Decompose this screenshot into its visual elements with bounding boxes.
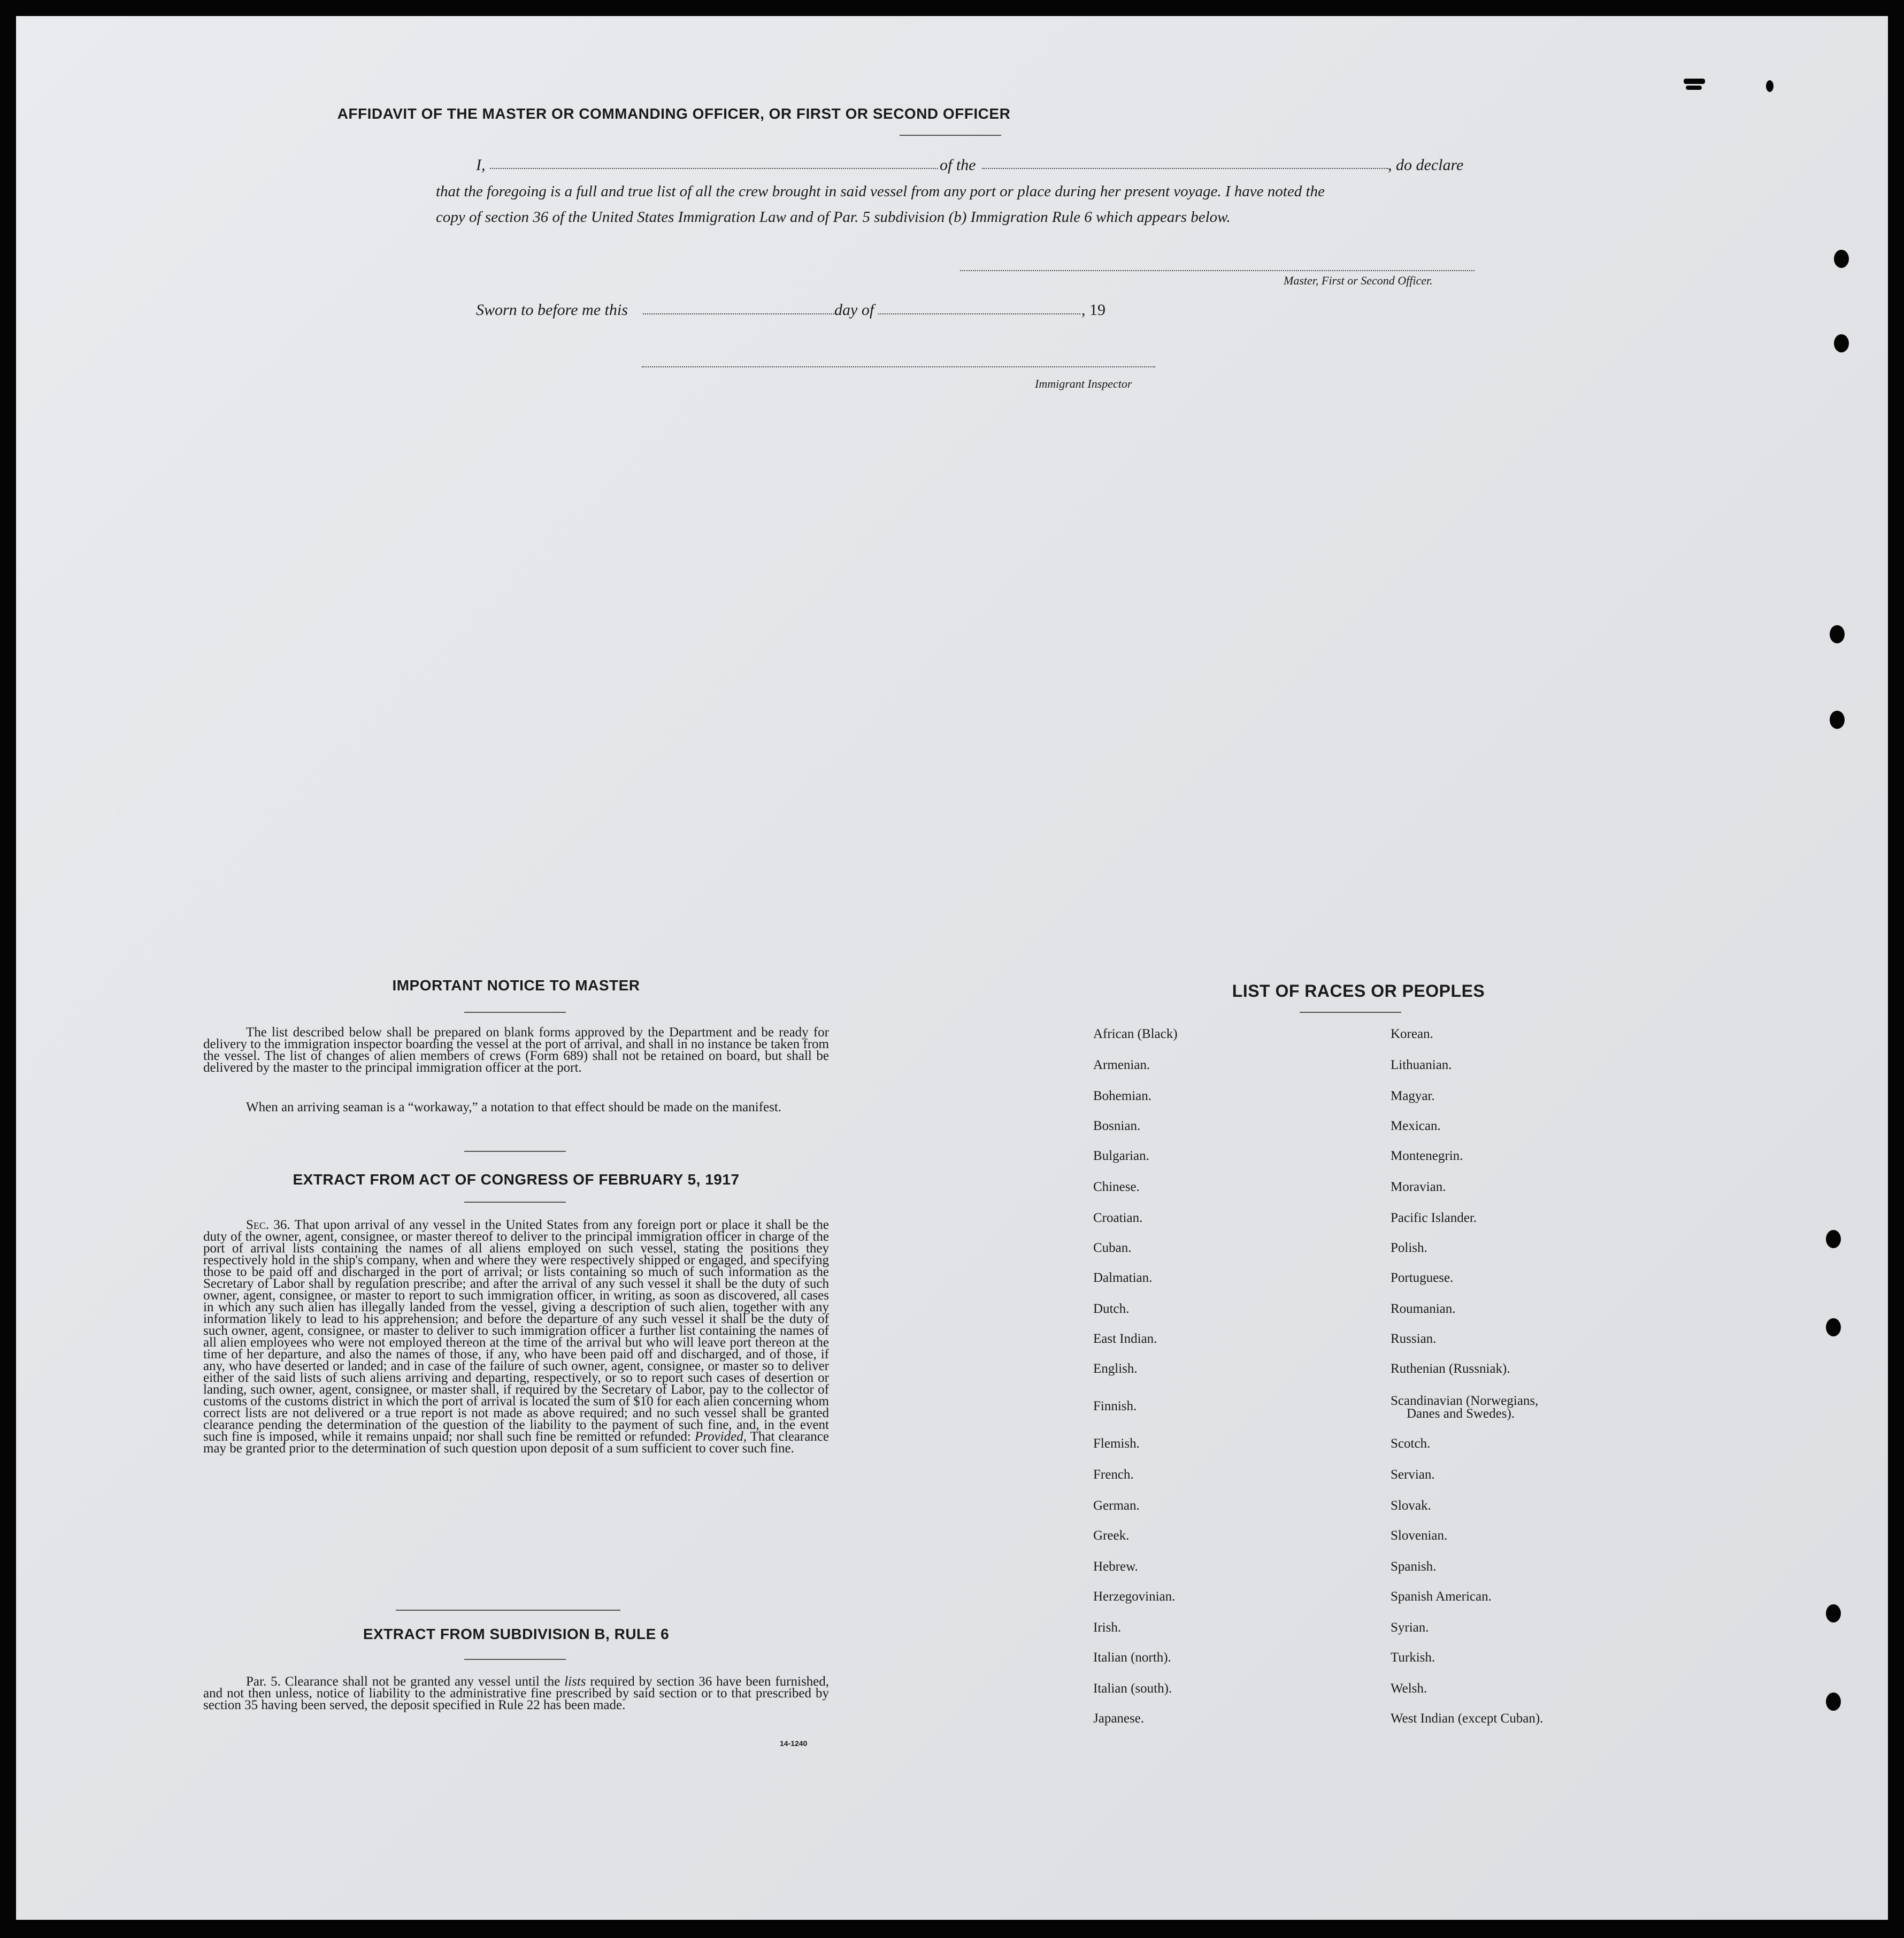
race-item: Flemish. [1093, 1436, 1140, 1451]
race-item: Moravian. [1391, 1180, 1446, 1194]
handwritten-mark [1684, 79, 1705, 84]
divider [1300, 1012, 1401, 1013]
punch-hole [1834, 250, 1849, 268]
affidavit-title: AFFIDAVIT OF THE MASTER OR COMMANDING OFFICER, OR FIRST OR SECOND OFFICER [337, 105, 1011, 122]
race-item: Armenian. [1093, 1058, 1150, 1072]
rule-text-a: Par. 5. Clearance shall not be granted any vessel until the [246, 1674, 561, 1689]
affidavit-line3: copy of section 36 of the United States Immigration Law and of Par. 5 subdivision (b) Immigration Rule 6 which appears below. [436, 209, 1231, 226]
punch-hole [1826, 1318, 1841, 1336]
race-item: Japanese. [1093, 1711, 1145, 1726]
race-item: German. [1093, 1498, 1140, 1513]
rule-text-b: required by section 36 have been furnished, and not then unless, notice of liability to the administrative fine prescribed by said section or to that prescribed by section 35 having been served, the deposit specified in Rule 22 has been made. [203, 1674, 830, 1712]
race-item: Bosnian. [1093, 1119, 1141, 1133]
race-item: Croatian. [1093, 1211, 1143, 1225]
affidavit-line1-of-the: of the [940, 156, 976, 174]
race-item: Scandinavian (Norwegians, [1391, 1394, 1539, 1408]
sworn-day-of: day of [834, 301, 874, 319]
race-item: Polish. [1391, 1241, 1427, 1255]
race-item: French. [1093, 1467, 1134, 1482]
affidavit-line1-declare: , do declare [1388, 156, 1464, 174]
divider [464, 1202, 566, 1203]
sec-label: Sec. 36. [246, 1218, 290, 1232]
sworn-month-blank [878, 313, 1080, 314]
race-item: Hebrew. [1093, 1559, 1138, 1574]
race-item: Irish. [1093, 1620, 1122, 1635]
affidavit-line1-i: I, [476, 156, 486, 174]
race-item: Italian (north). [1093, 1650, 1171, 1665]
divider [396, 1610, 620, 1611]
race-item: Syrian. [1391, 1620, 1429, 1635]
punch-hole [1826, 1230, 1841, 1248]
punch-hole [1826, 1693, 1841, 1711]
divider [464, 1659, 566, 1660]
race-item: Spanish. [1391, 1559, 1437, 1574]
divider [464, 1012, 566, 1013]
lists-word: lists [564, 1674, 586, 1689]
race-item: East Indian. [1093, 1332, 1157, 1346]
sworn-prefix: Sworn to before me this [476, 301, 628, 319]
inspector-blank [642, 366, 1155, 367]
form-number: 14-1240 [780, 1739, 808, 1748]
race-item: Chinese. [1093, 1180, 1140, 1194]
sec-text-end: That clearance may be granted prior to the determination of such question upon deposit of a sum sufficient to cover such fine. [203, 1429, 829, 1456]
signature-label: Master, First or Second Officer. [1284, 274, 1433, 287]
vessel-blank [982, 168, 1388, 169]
affidavit-line2: that the foregoing is a full and true list of all the crew brought in said vessel from any port or place during her present voyage. I have noted the [436, 183, 1325, 200]
race-item: Slovenian. [1391, 1528, 1448, 1543]
race-item: Pacific Islander. [1391, 1211, 1477, 1225]
punch-hole [1830, 711, 1845, 729]
races-title: LIST OF RACES OR PEOPLES [1232, 981, 1485, 1001]
punch-hole [1830, 625, 1845, 643]
race-item: Ruthenian (Russniak). [1391, 1362, 1510, 1376]
extract-act-text [203, 1219, 829, 1455]
race-item: Dalmatian. [1093, 1271, 1153, 1285]
race-item: Roumanian. [1391, 1302, 1456, 1316]
handwritten-mark [1766, 80, 1774, 92]
race-item: Italian (south). [1093, 1681, 1172, 1696]
race-item: Scotch. [1391, 1436, 1431, 1451]
race-item: Mexican. [1391, 1119, 1441, 1133]
race-item: Bohemian. [1093, 1089, 1152, 1103]
race-item: Dutch. [1093, 1302, 1130, 1316]
race-item: African (Black) [1093, 1027, 1178, 1041]
handwritten-mark [1686, 86, 1702, 90]
race-item: Slovak. [1391, 1498, 1431, 1513]
race-item: Lithuanian. [1391, 1058, 1452, 1072]
race-item: Portuguese. [1391, 1271, 1454, 1285]
race-item: Greek. [1093, 1528, 1130, 1543]
notice-paragraph-1: The list described below shall be prepared on blank forms approved by the Department and be ready for delivery to the immigration inspector boarding the vessel at the port of arrival, and shall in no instance be taken from the vessel. The list of changes of alien members of crews (Form 689) shall not be retained on board, but shall be delivered by the master to the principal immigration officer at the port. [203, 1025, 829, 1075]
divider [464, 1151, 566, 1152]
sec-text: That upon arrival of any vessel in the United States from any foreign port or place it shall be the duty of the owner, agent, consignee, or master thereof to deliver to the principal immigration officer in charge of the port of arrival lists containing the names of all aliens employed on such vessel, stating the positions they respectively hold in the ship's company, when and where they were respectively shipped or engaged, and specifying those to be paid off and discharged in the port of arrival; or lists containing so much of such information as the Secretary of Labor shall by regulation prescribe; and after the arrival of any such vessel it shall be the duty of such owner, agent, consignee, or master to report to such immigration officer, in writing, as soon as discovered, all cases in which any such alien has illegally landed from the vessel, giving a description of such alien, together with any information likely to lead to his apprehension; and before the departure of any such vessel it shall be the duty of such owner, agent, consignee, or master to deliver to such immigration officer a further list containing the names of all alien employees who were not employed thereon at the time of the arrival but who will leave port thereon at the time of her departure, and also the names of those, if any, who have been paid off and discharged, and of those, if any, who have deserted or landed; and in case of the failure of such owner, agent, consignee, or master so to deliver either of the said lists of such aliens arriving and departing, respectively, or so to report such cases of desertion or landing, such owner, agent, consignee, or master shall, if required by the Secretary of Labor, pay to the collector of customs of the customs district in which the port of arrival is located the sum of $10 for each alien concerning whom correct lists are not delivered or a true report is not made as above required; and no such vessel shall be granted clearance pending the determination of the question of the liability to the payment of such fine, and, in the event such fine is imposed, while it remains unpaid; nor shall such fine be remitted or refunded: [203, 1218, 829, 1444]
race-item: Turkish. [1391, 1650, 1435, 1665]
extract-rule-title: EXTRACT FROM SUBDIVISION B, RULE 6 [363, 1626, 670, 1642]
notice-title: IMPORTANT NOTICE TO MASTER [392, 977, 640, 994]
race-item: Russian. [1391, 1332, 1437, 1346]
race-item: Montenegrin. [1391, 1149, 1463, 1163]
sworn-year: , 19 [1081, 301, 1105, 319]
inspector-label: Immigrant Inspector [1035, 377, 1132, 390]
punch-hole [1826, 1604, 1841, 1622]
notice-paragraph-2: When an arriving seaman is a “workaway,” a notation to that effect should be made on the manifest. [246, 1100, 782, 1114]
sworn-day-blank [643, 313, 834, 314]
divider [900, 135, 1001, 136]
name-blank [490, 168, 938, 169]
race-item: West Indian (except Cuban). [1391, 1711, 1544, 1726]
extract-act-title: EXTRACT FROM ACT OF CONGRESS OF FEBRUARY 5, 1917 [293, 1171, 740, 1188]
race-item: Spanish American. [1391, 1589, 1492, 1604]
race-item: Magyar. [1391, 1089, 1435, 1103]
race-item: Finnish. [1093, 1399, 1137, 1413]
race-item: Cuban. [1093, 1241, 1132, 1255]
race-item: Danes and Swedes). [1407, 1406, 1515, 1421]
race-item: Servian. [1391, 1467, 1435, 1482]
race-item: Welsh. [1391, 1681, 1427, 1696]
race-item: English. [1093, 1362, 1138, 1376]
extract-rule-text [203, 1676, 829, 1711]
race-item: Bulgarian. [1093, 1149, 1149, 1163]
signature-blank [960, 270, 1475, 271]
document-page [16, 16, 1888, 1920]
provided-word: Provided, [695, 1429, 747, 1444]
punch-hole [1834, 334, 1849, 352]
race-item: Herzegovinian. [1093, 1589, 1176, 1604]
race-item: Korean. [1391, 1027, 1433, 1041]
